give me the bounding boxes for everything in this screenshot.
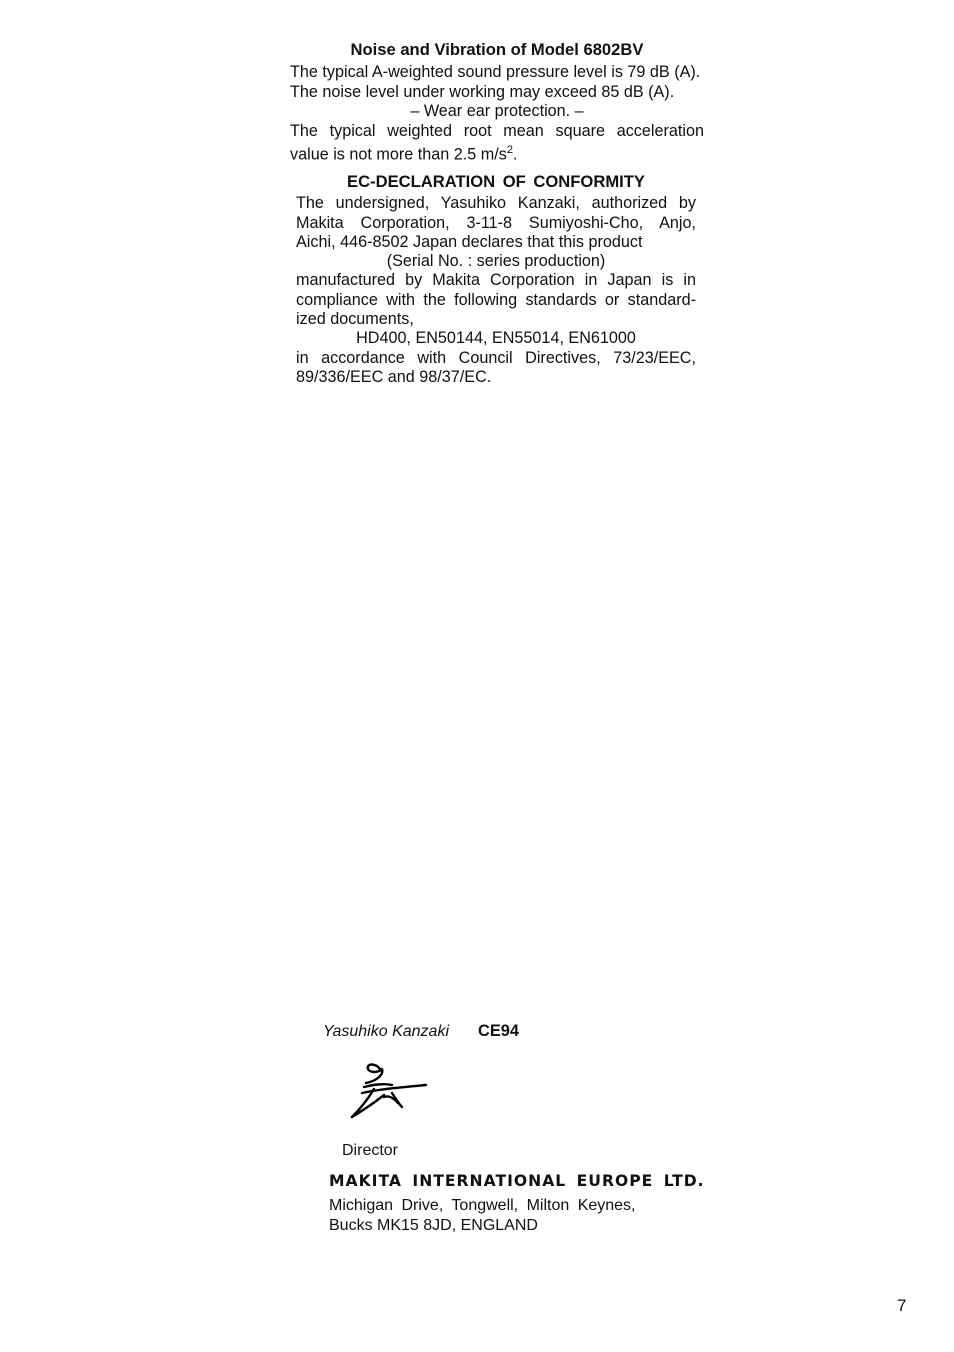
company-name: MAKITA INTERNATIONAL EUROPE LTD. xyxy=(329,1172,705,1190)
ec-line-9: in accordance with Council Directives, 73/23/EEC, xyxy=(296,348,696,367)
ec-standards-line: HD400, EN50144, EN55014, EN61000 xyxy=(356,329,636,348)
ce-code: CE94 xyxy=(478,1022,520,1040)
ec-line-7: ized documents, xyxy=(296,310,414,329)
acceleration-value-period: . xyxy=(512,145,518,164)
noise-ear-protection-line: – Wear ear protection. – xyxy=(410,102,584,121)
ec-line-5: manufactured by Makita Corporation in Japan is in xyxy=(296,271,696,290)
ec-line-3: Aichi, 446-8502 Japan declares that this product xyxy=(296,232,643,251)
acceleration-value-text: value is not more than 2.5 m/s xyxy=(290,145,507,164)
signature-image xyxy=(340,1055,440,1125)
page-number: 7 xyxy=(897,1296,907,1315)
address-line-1: Michigan Drive, Tongwell, Milton Keynes, xyxy=(329,1197,636,1214)
ec-line-1: The undersigned, Yasuhiko Kanzaki, authorized by xyxy=(296,194,696,213)
acceleration-unit-exponent: 2 xyxy=(506,144,513,157)
signatory-title: Director xyxy=(342,1142,399,1159)
address-line-2: Bucks MK15 8JD, ENGLAND xyxy=(329,1216,538,1234)
ec-serial-line: (Serial No. : series production) xyxy=(386,252,606,271)
ec-line-10: 89/336/EEC and 98/37/EC. xyxy=(296,367,492,386)
noise-acceleration-line: The typical weighted root mean square acceleration xyxy=(290,121,704,140)
noise-vibration-title: Noise and Vibration of Model 6802BV xyxy=(350,40,644,59)
ec-declaration-section xyxy=(296,172,696,387)
ec-line-2: Makita Corporation, 3-11-8 Sumiyoshi-Cho, Anjo, xyxy=(296,213,696,232)
noise-working-level-line: The noise level under working may exceed 85 dB (A). xyxy=(290,82,675,101)
noise-sound-pressure-line: The typical A-weighted sound pressure level is 79 dB (A). xyxy=(290,63,701,82)
signatory-name: Yasuhiko Kanzaki xyxy=(323,1023,449,1040)
ec-declaration-title: EC-DECLARATION OF CONFORMITY xyxy=(347,172,645,191)
noise-acceleration-value-line xyxy=(290,141,704,165)
ec-line-6: compliance with the following standards or standard- xyxy=(296,290,696,309)
company-address xyxy=(329,1196,636,1235)
noise-vibration-section xyxy=(290,40,704,165)
